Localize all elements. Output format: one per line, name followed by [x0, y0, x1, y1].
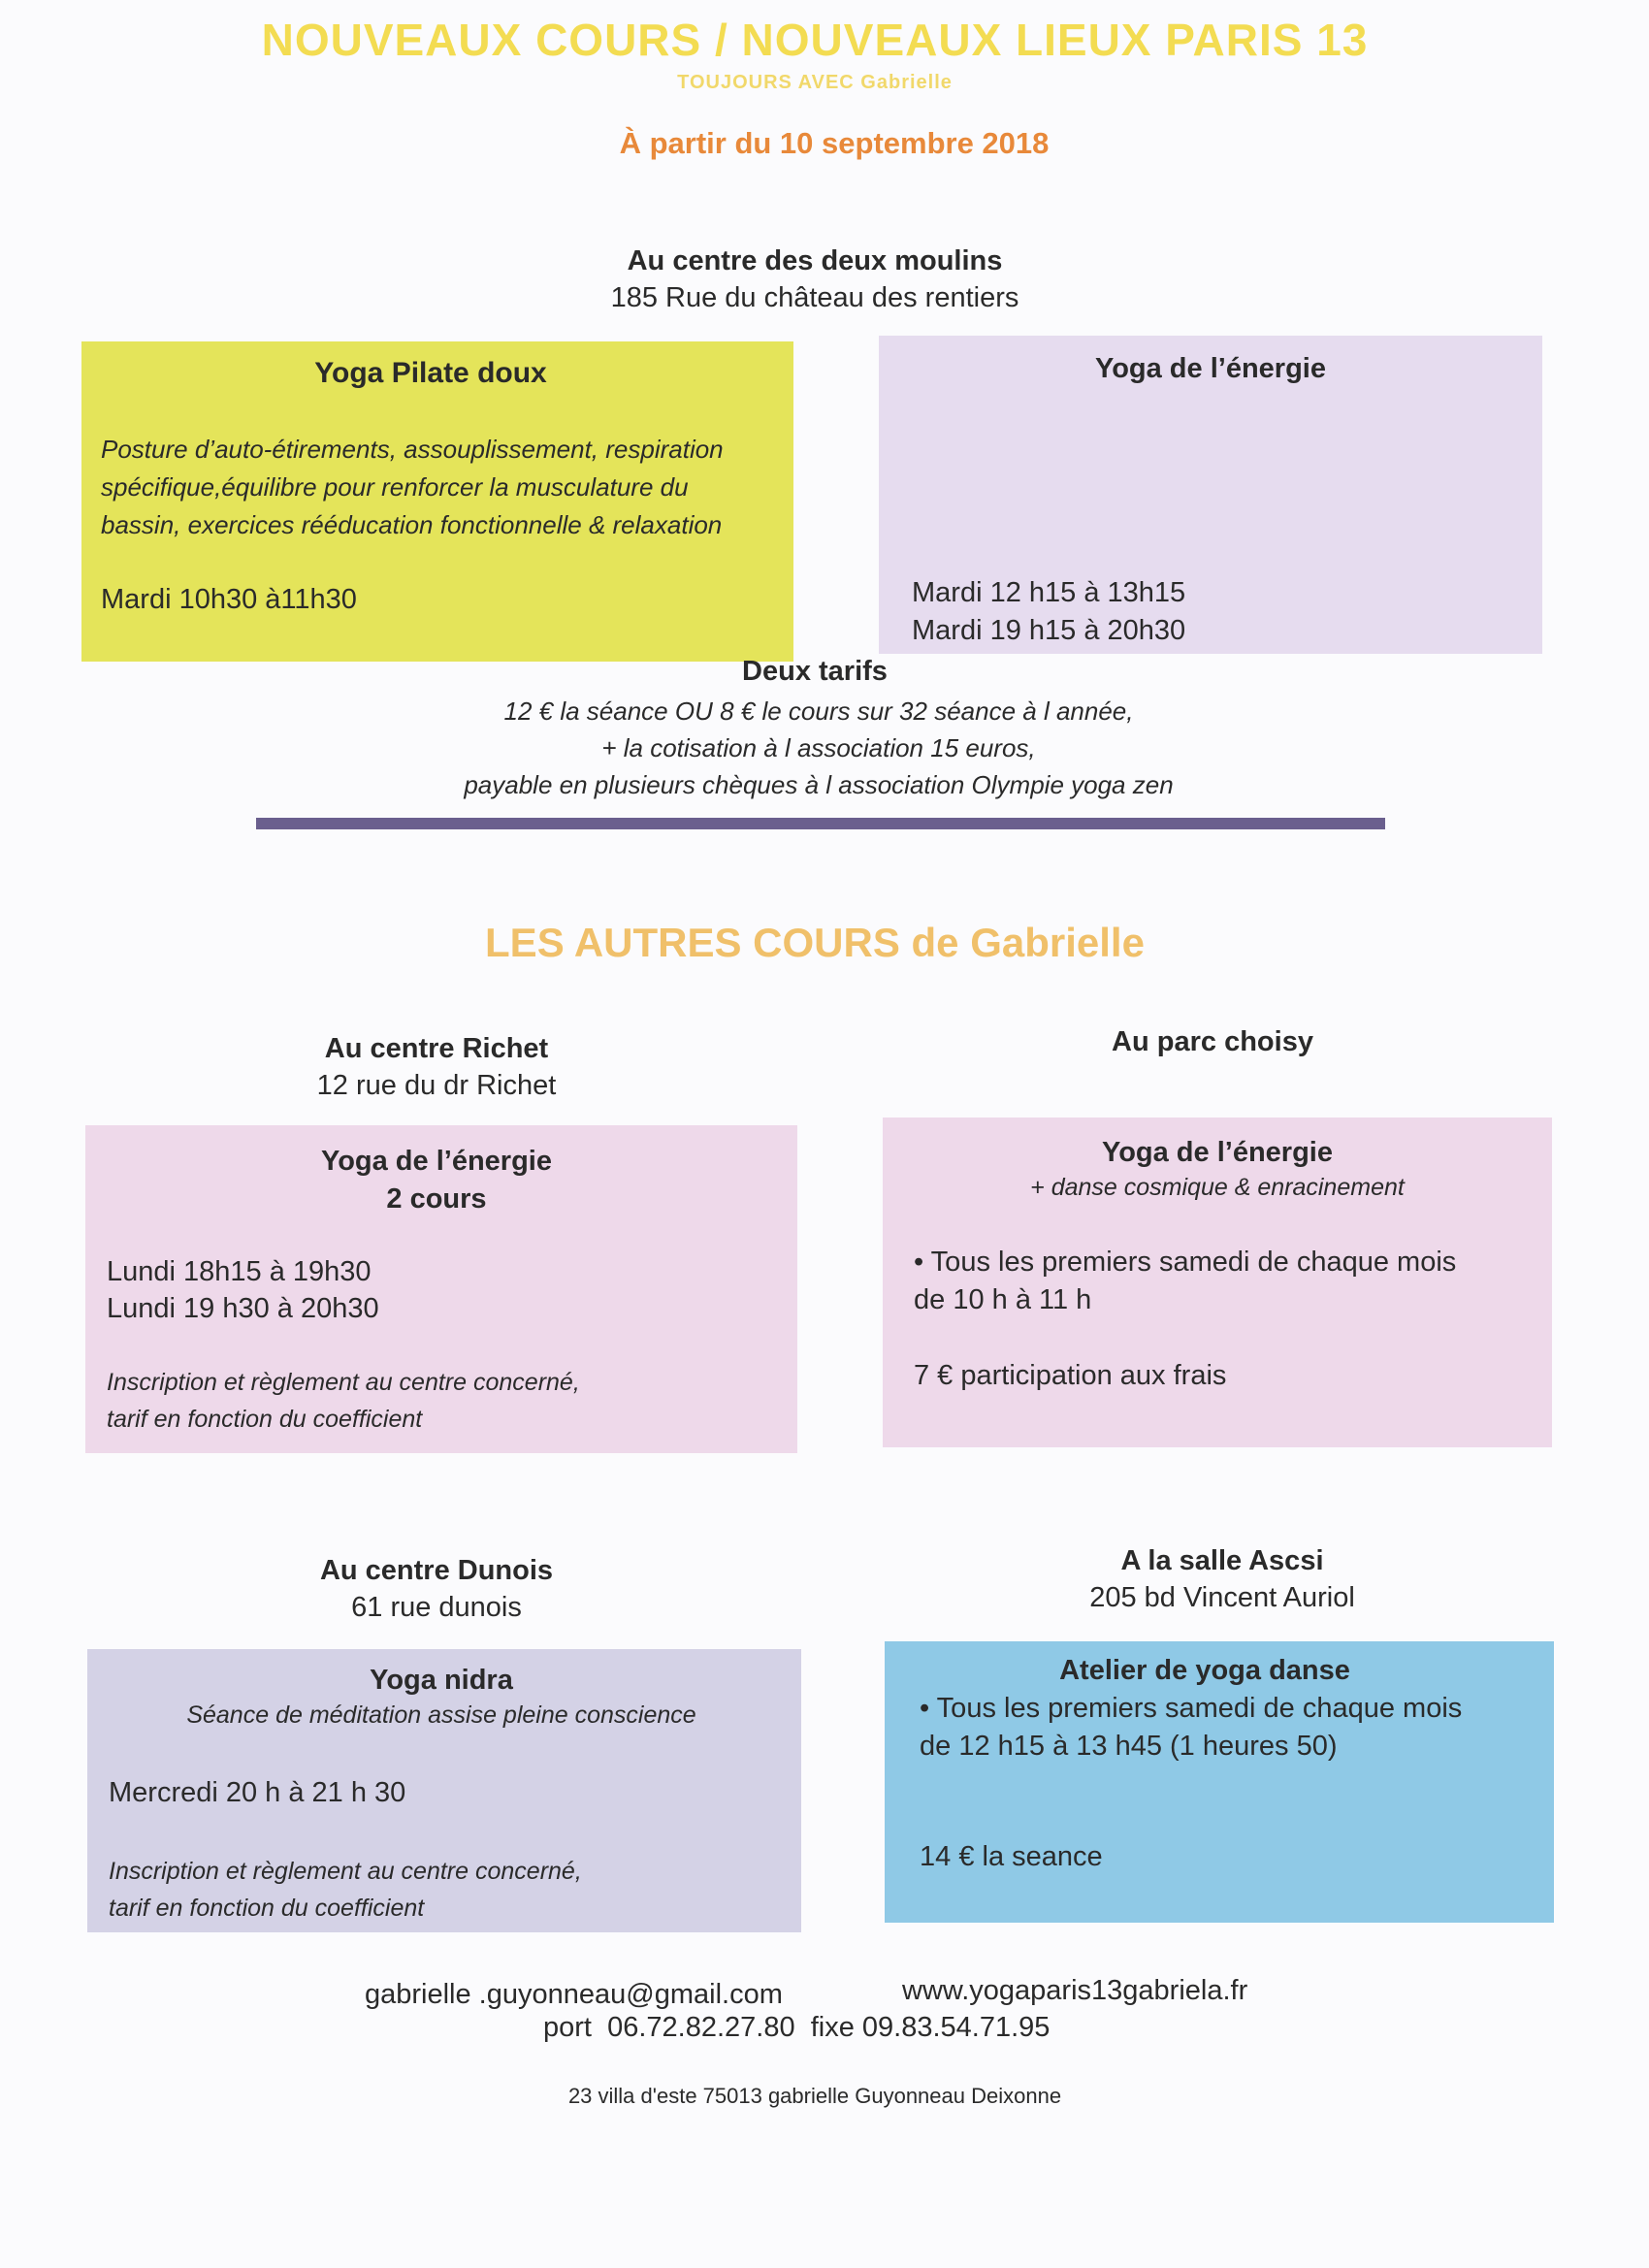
venue-address: 185 Rue du château des rentiers	[610, 282, 1019, 313]
card-title: Yoga Pilate doux	[314, 357, 547, 389]
card-title: Yoga de l’énergie	[1095, 353, 1326, 384]
tarif-line: 12 € la séance OU 8 € le cours sur 32 séance à l année,	[503, 697, 1134, 726]
card-schedule	[912, 574, 1185, 650]
venue-richet	[175, 1030, 698, 1104]
venue-dunois	[175, 1552, 698, 1626]
desc-line: bassin, exercices rééducation fonctionnelle & relaxation	[101, 510, 723, 539]
title-line: Yoga de l’énergie	[321, 1146, 552, 1177]
venue-address: 12 rue du dr Richet	[316, 1070, 557, 1101]
start-date: À partir du 10 septembre 2018	[619, 126, 1050, 160]
contact-phones: port 06.72.82.27.80 fixe 09.83.54.71.95	[543, 2012, 1051, 2043]
card-title: Yoga nidra	[370, 1665, 513, 1696]
desc-line: Posture d’auto-étirements, assouplissement, respiration	[101, 435, 724, 464]
venue-ascsi	[960, 1542, 1484, 1616]
card-title: Atelier de yoga danse	[1059, 1655, 1350, 1686]
note-line: tarif en fonction du coefficient	[109, 1895, 425, 1922]
card-title: Yoga de l’énergie	[1102, 1137, 1333, 1168]
venue-name: A la salle Ascsi	[1120, 1545, 1324, 1576]
desc-line: spécifique,équilibre pour renforcer la musculature du	[101, 472, 689, 502]
venue-address: 205 bd Vincent Auriol	[1089, 1582, 1355, 1613]
contact-website[interactable]: www.yogaparis13gabriela.fr	[902, 1975, 1248, 2006]
title-line: 2 cours	[386, 1183, 487, 1215]
card-yoga-energie-richet	[85, 1125, 797, 1453]
tarifs-details	[369, 693, 1269, 803]
contact-address: 23 villa d'este 75013 gabrielle Guyonneau Deixonne	[567, 2084, 1062, 2108]
section-divider	[256, 818, 1385, 829]
page-title: NOUVEAUX COURS / NOUVEAUX LIEUX PARIS 13	[261, 15, 1369, 65]
venue-address: 61 rue dunois	[351, 1592, 522, 1623]
schedule-line: Lundi 18h15 à 19h30	[107, 1256, 372, 1287]
bullet-line: • Tous les premiers samedi de chaque mois	[914, 1247, 1457, 1278]
card-subtitle: + danse cosmique & enracinement	[1030, 1174, 1405, 1201]
page-subtitle: TOUJOURS AVEC Gabrielle	[677, 72, 953, 93]
card-schedule: Mercredi 20 h à 21 h 30	[109, 1777, 406, 1808]
note-line: Inscription et règlement au centre concerné,	[107, 1369, 580, 1396]
note-line: Inscription et règlement au centre concerné,	[109, 1858, 582, 1885]
card-price: 14 € la seance	[920, 1841, 1103, 1872]
card-yoga-energie-deux-moulins	[879, 336, 1542, 654]
tarifs-title: Deux tarifs	[742, 656, 888, 687]
card-yoga-energie-choisy	[883, 1118, 1552, 1447]
card-schedule	[920, 1690, 1462, 1766]
card-description	[101, 431, 724, 544]
bullet-line: de 10 h à 11 h	[914, 1284, 1092, 1315]
card-title	[85, 1143, 788, 1218]
venue-name: Au centre Dunois	[319, 1555, 554, 1586]
schedule-line: Lundi 19 h30 à 20h30	[107, 1293, 379, 1324]
card-note	[107, 1364, 580, 1438]
venue-parc-choisy: Au parc choisy	[1112, 1026, 1313, 1057]
tarif-line: + la cotisation à l association 15 euros,	[601, 733, 1036, 762]
card-schedule: Mardi 10h30 à11h30	[101, 584, 357, 615]
contact-email[interactable]: gabrielle .guyonneau@gmail.com	[365, 1979, 783, 2010]
card-yoga-nidra	[87, 1649, 801, 1932]
venue-name: Au centre des deux moulins	[627, 245, 1003, 276]
venue-deux-moulins	[543, 243, 1086, 316]
card-schedule	[914, 1244, 1456, 1319]
card-atelier-yoga-danse	[885, 1641, 1554, 1923]
section-title-autres-cours: LES AUTRES COURS de Gabrielle	[485, 920, 1145, 965]
note-line: tarif en fonction du coefficient	[107, 1406, 423, 1433]
bullet-line: • Tous les premiers samedi de chaque mois	[920, 1693, 1463, 1724]
schedule-line: Mardi 12 h15 à 13h15	[912, 577, 1186, 608]
venue-name: Au centre Richet	[324, 1033, 549, 1064]
card-schedule	[107, 1253, 379, 1327]
card-subtitle: Séance de méditation assise pleine conscience	[186, 1701, 696, 1729]
tarif-line: payable en plusieurs chèques à l association Olympie yoga zen	[464, 770, 1174, 799]
bullet-line: de 12 h15 à 13 h45 (1 heures 50)	[920, 1731, 1338, 1762]
schedule-line: Mardi 19 h15 à 20h30	[912, 615, 1186, 646]
card-yoga-pilate-doux	[81, 341, 793, 662]
card-note	[109, 1853, 582, 1927]
card-price: 7 € participation aux frais	[914, 1360, 1227, 1391]
